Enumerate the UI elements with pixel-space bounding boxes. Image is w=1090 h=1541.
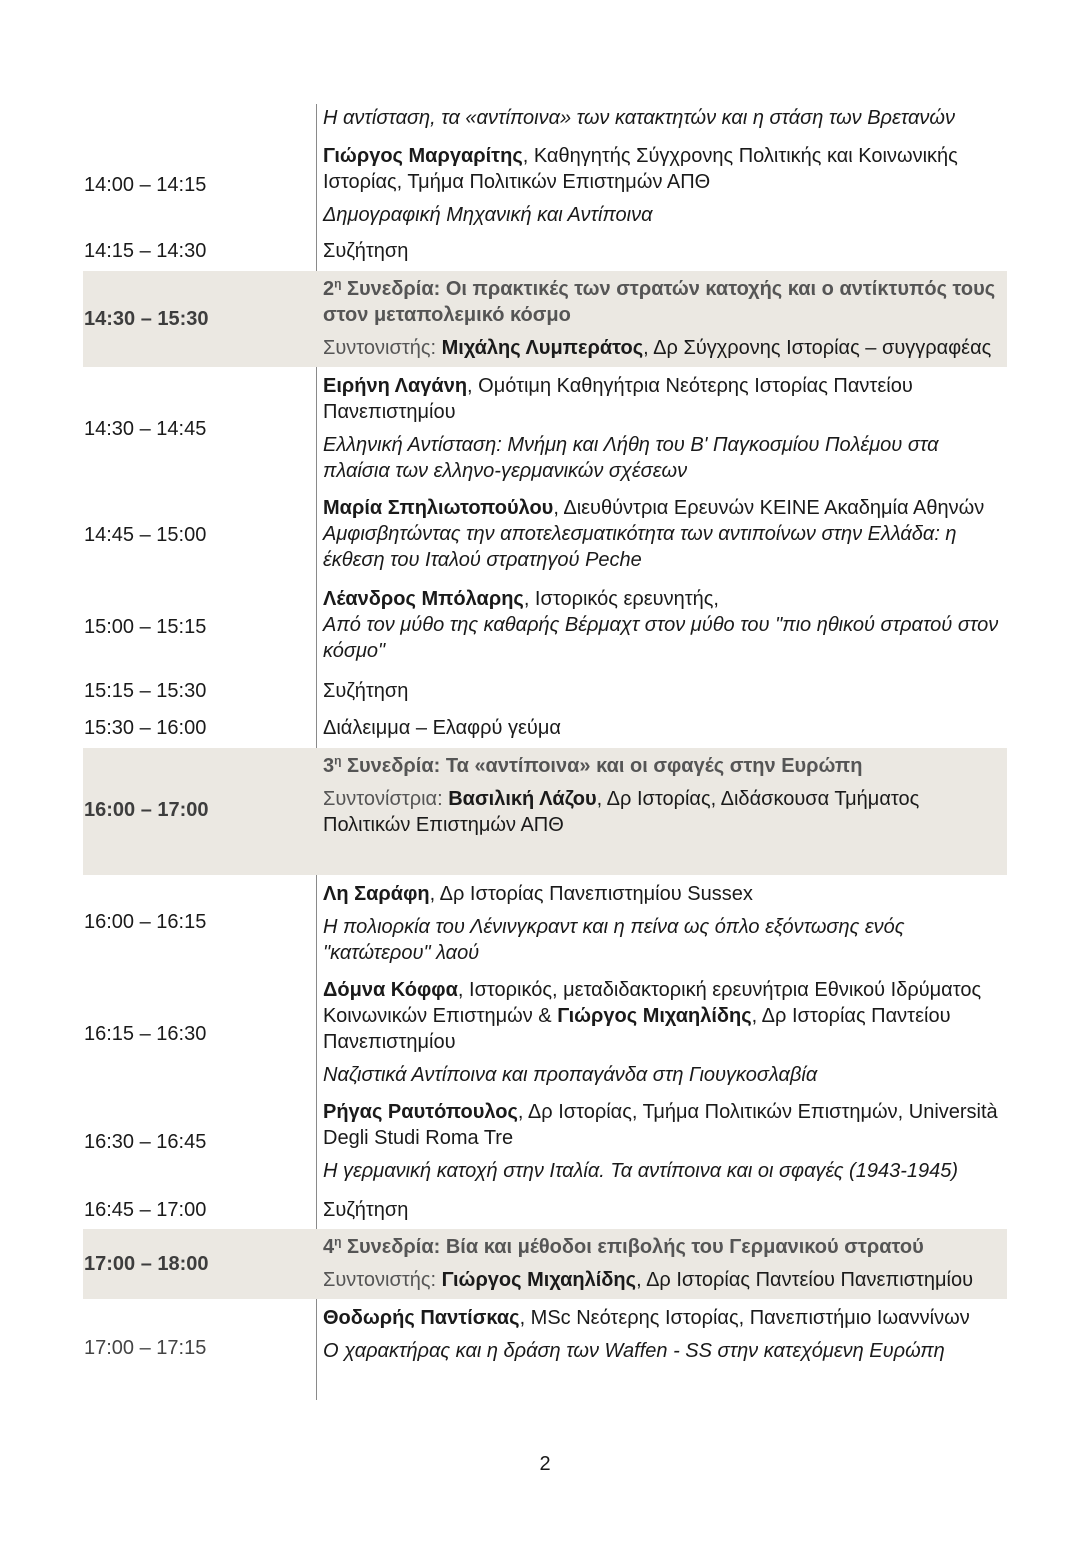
program-row: [83, 234, 1007, 268]
speaker-affiliation: , Καθηγητής Σύγχρονης Πολιτικής και Κοινωνικής Ιστορίας, Τμήμα Πολιτικών Επιστημών ΑΠΘ: [323, 145, 958, 193]
speaker: [323, 143, 1009, 195]
speaker: [323, 881, 1009, 907]
time-slot: 15:30 – 16:00: [84, 717, 207, 739]
speaker-name: Γιώργος Μαργαρίτης: [323, 145, 523, 167]
talk-title: Δημογραφική Μηχανική και Αντίποινα: [323, 204, 653, 226]
time-slot: 17:00 – 17:15: [84, 1337, 207, 1359]
program-row: [83, 1096, 1007, 1192]
time-slot: 16:00 – 17:00: [84, 799, 209, 821]
speaker-affiliation: , Δρ Ιστορίας, Τμήμα Πολιτικών Επιστημών, Università Degli Studi Roma Tre: [323, 1101, 998, 1149]
program-row: [83, 1193, 1007, 1227]
session-chair: Συντονιστής: Μιχάλης Λυμπεράτος, Δρ Σύγχρονης Ιστορίας – συγγραφέας: [323, 337, 992, 359]
time-slot: 15:15 – 15:30: [84, 680, 207, 702]
time-slot: 17:00 – 18:00: [84, 1253, 209, 1275]
program-row: [83, 370, 1007, 488]
talk-title: Ναζιστικά Αντίποινα και προπαγάνδα στη Γιουγκοσλαβία: [323, 1064, 818, 1086]
discussion-label: Συζήτηση: [323, 1199, 409, 1221]
speaker: [323, 495, 1009, 521]
program-row: [83, 878, 1007, 968]
talk-title: Ελληνική Αντίσταση: Μνήμη και Λήθη του Β' Παγκοσμίου Πολέμου στα πλαίσια των ελληνο-γερμανικών σχέσεων: [323, 434, 939, 482]
speaker-name: Γιώργος Μιχαηλίδης: [557, 1005, 752, 1027]
program-row: [83, 140, 1007, 230]
speaker-name: Δόμνα Κόφφα: [323, 979, 458, 1001]
talk-title: Ο χαρακτήρας και η δράση των Waffen - SS στην κατεχόμενη Ευρώπη: [323, 1340, 945, 1362]
speaker: [323, 1305, 1009, 1331]
speaker-affiliation: , Ομότιμη Καθηγήτρια Νεότερης Ιστορίας Παντείου Πανεπιστημίου: [323, 375, 913, 423]
program-row: [83, 974, 1007, 1094]
time-slot: 16:15 – 16:30: [84, 1023, 207, 1045]
speaker-affiliation: , MSc Νεότερης Ιστορίας, Πανεπιστήμιο Ιωαννίνων: [519, 1307, 970, 1329]
program-row: [83, 584, 1007, 670]
chair-name: Γιώργος Μιχαηλίδης: [441, 1269, 637, 1291]
speaker-affiliation: , Ιστορικός ερευνητής,: [523, 588, 719, 610]
program-row: [83, 104, 1007, 134]
speaker-affiliation: , Ιστορικός, μεταδιδακτορική ερευνήτρια Εθνικού Ιδρύματος Κοινωνικών Επιστημών &: [323, 979, 982, 1027]
speaker-affiliation: , Διευθύντρια Ερευνών ΚΕΙΝΕ Ακαδημία Αθηνών: [553, 497, 985, 519]
page-number: 2: [539, 1453, 551, 1475]
session-row: [83, 1229, 1007, 1299]
session-title: $4^\eta$ Συνεδρία: Βία και μέθοδοι επιβολής του Γερμανικού στρατού: [323, 1234, 924, 1258]
time-slot: 15:00 – 15:15: [84, 616, 207, 638]
speaker-name: Ρήγας Ραυτόπουλος: [323, 1101, 518, 1123]
speaker-name: Ειρήνη Λαγάνη: [323, 375, 468, 397]
session-row: [83, 271, 1007, 367]
time-slot: 14:30 – 14:45: [84, 418, 207, 440]
speaker: [323, 977, 1009, 1055]
break-label: Διάλειμμα – Ελαφρύ γεύμα: [323, 717, 561, 739]
speaker-affiliation: , Δρ Ιστορίας Παντείου Πανεπιστημίου: [323, 1005, 951, 1053]
speaker: [323, 373, 1009, 425]
program-row: [83, 1302, 1007, 1392]
chair-name: Μιχάλης Λυμπεράτος: [441, 337, 644, 359]
talk-title: Από τον μύθο της καθαρής Βέρμαχτ στον μύθο του "πιο ηθικού στρατού στον κόσμο": [323, 614, 999, 662]
program-row: [83, 492, 1007, 578]
speaker: [323, 586, 1009, 612]
session-chair: Συντονίστρια: Βασιλική Λάζου, Δρ Ιστορίας, Διδάσκουσα Τμήματος Πολιτικών Επιστημών ΑΠΘ: [323, 788, 920, 836]
time-slot: 16:00 – 16:15: [84, 911, 207, 933]
time-slot: 14:00 – 14:15: [84, 174, 207, 196]
time-slot: 14:45 – 15:00: [84, 524, 207, 546]
time-slot: 16:45 – 17:00: [84, 1199, 207, 1221]
session-title: $2^\eta$ Συνεδρία: Οι πρακτικές των στρατών κατοχής και ο αντίκτυπός τους στον μεταπολεμικό κόσμο: [323, 276, 996, 326]
talk-title: Η πολιορκία του Λένινγκραντ και η πείνα ως όπλο εξόντωσης ενός "κατώτερου" λαού: [323, 916, 905, 964]
program-row: [83, 711, 1007, 745]
session-chair: Συντονιστής: Γιώργος Μιχαηλίδης, Δρ Ιστορίας Παντείου Πανεπιστημίου: [323, 1269, 974, 1291]
speaker-name: Θοδωρής Παντίσκας: [323, 1307, 520, 1329]
session-title: $3^\eta$ Συνεδρία: Τα «αντίποινα» και οι σφαγές στην Ευρώπη: [323, 753, 863, 777]
speaker-name: Μαρία Σπηλιωτοπούλου: [323, 497, 554, 519]
session-row: [83, 748, 1007, 875]
chair-name: Βασιλική Λάζου: [448, 788, 597, 810]
speaker: [323, 1099, 1009, 1151]
program-row: [83, 674, 1007, 708]
speaker-name: Λέανδρος Μπόλαρης: [323, 588, 524, 610]
time-slot: 16:30 – 16:45: [84, 1131, 207, 1153]
time-slot: 14:30 – 15:30: [84, 308, 209, 330]
time-slot: 14:15 – 14:30: [84, 240, 207, 262]
discussion-label: Συζήτηση: [323, 240, 409, 262]
discussion-label: Συζήτηση: [323, 680, 409, 702]
talk-title: Η αντίσταση, τα «αντίποινα» των κατακτητών και η στάση των Βρετανών: [323, 107, 955, 129]
talk-title: Αμφισβητώντας την αποτελεσματικότητα των αντιποίνων στην Ελλάδα: η έκθεση του Ιταλού στρατηγού Peche: [323, 523, 957, 571]
talk-title: Η γερμανική κατοχή στην Ιταλία. Τα αντίποινα και οι σφαγές (1943-1945): [323, 1160, 958, 1182]
speaker-affiliation: , Δρ Ιστορίας Πανεπιστημίου Sussex: [429, 883, 753, 905]
speaker-name: Λη Σαράφη: [323, 883, 430, 905]
